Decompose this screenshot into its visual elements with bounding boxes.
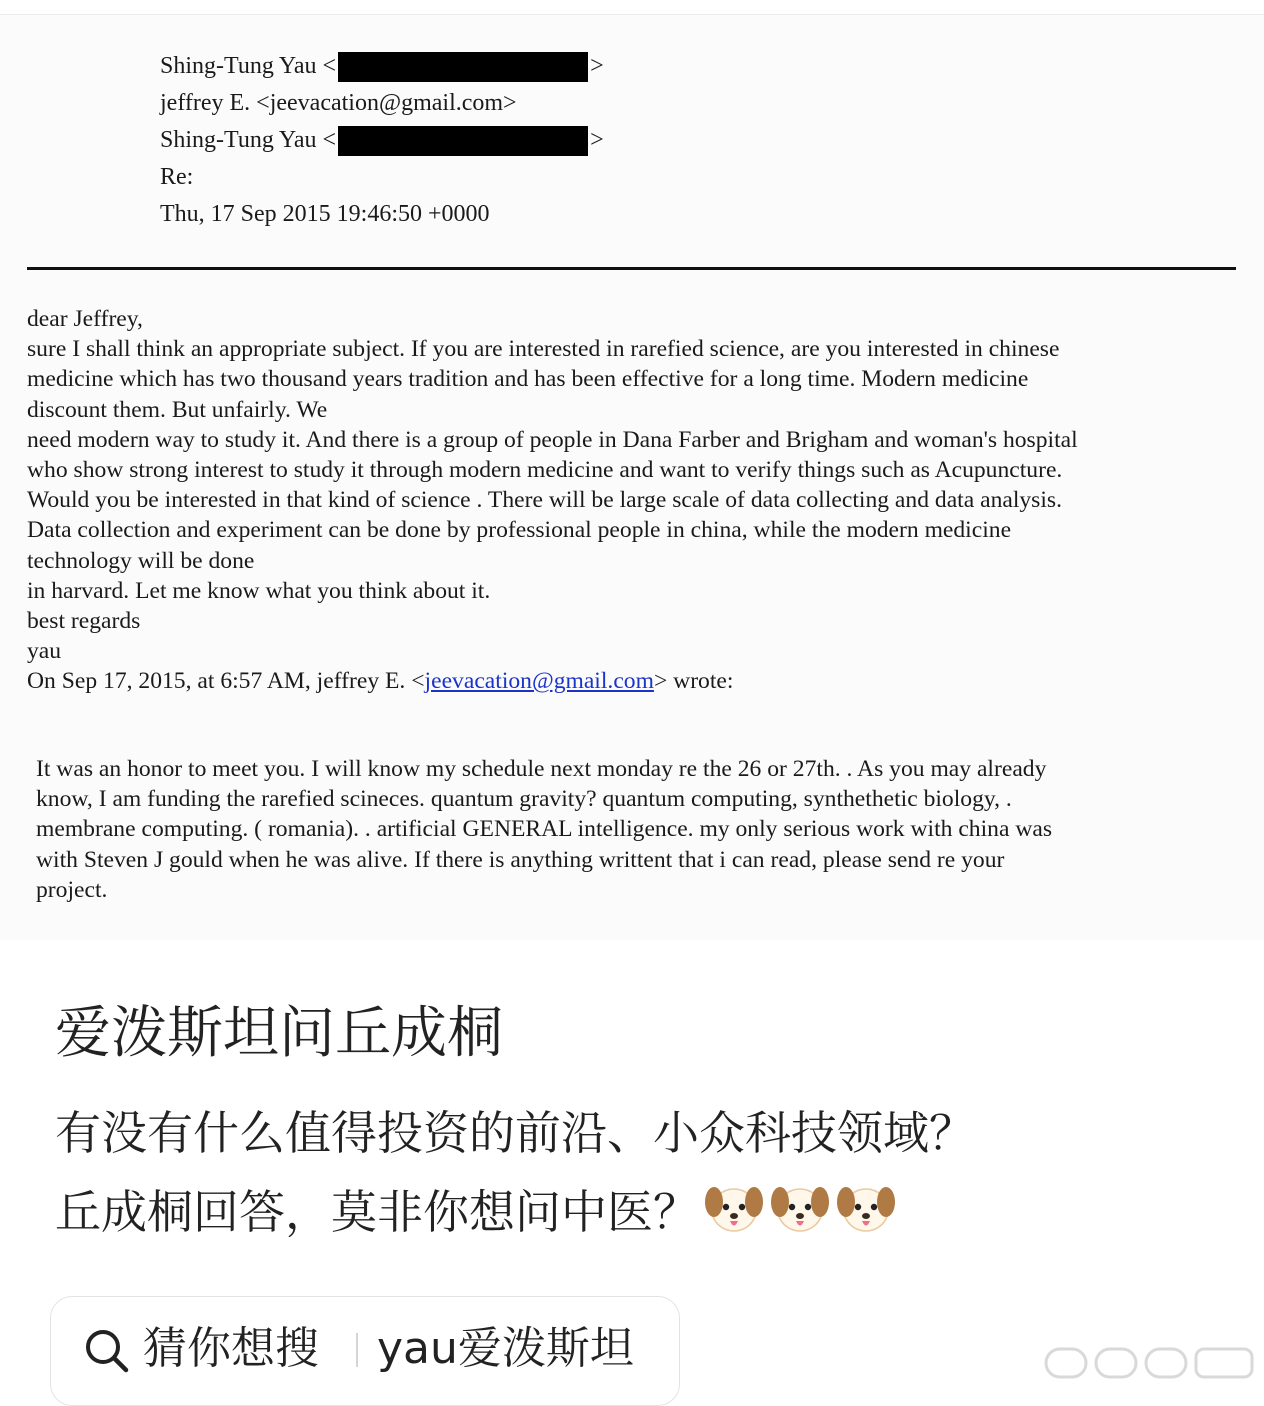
quoted-line: membrane computing. ( romania). . artificial GENERAL intelligence. my only serious work with china was [36,816,1053,843]
body-line: Would you be interested in that kind of science . There will be large scale of data collecting and data analysis. [27,487,1063,514]
dog-face-icon [703,1180,765,1236]
search-suggestion-box[interactable] [50,1296,680,1406]
body-line: medicine which has two thousand years tradition and has been effective for a long time. Modern medicine [27,366,1029,393]
quoted-line: with Steven J gould when he was alive. If there is anything writtent that i can read, please send re your [36,846,1005,873]
body-line: sure I shall think an appropriate subject. If you are interested in rarefied science, are you interested in chinese [27,336,1060,363]
dog-face-icon [835,1180,897,1236]
email-body [27,304,1242,696]
email-screenshot [0,15,1264,940]
email-link[interactable]: jeevacation@gmail.com [424,668,654,695]
post-title: 爱泼斯坦问丘成桐 [55,1001,503,1066]
to-value: jeffrey E. <jeevacation@gmail.com> [160,90,517,116]
body-line: best regards [27,607,141,634]
date-value: Thu, 17 Sep 2015 19:46:50 +0000 [160,201,490,227]
reply-intro: On Sep 17, 2015, at 6:57 AM, jeffrey E. <jeevacation@gmail.com> wrote: [27,668,734,695]
quoted-line: know, I am funding the rarefied scineces. quantum gravity? quantum computing, synthethetic biology, . [36,786,1012,813]
quoted-line: It was an honor to meet you. I will know my schedule next monday re the 26 or 27th. . As you may already [36,756,1047,782]
quoted-message [36,754,1246,905]
quoted-line: project. [36,876,108,903]
post-text-line-1: 有没有什么值得投资的前沿、小众科技领域？ [55,1106,975,1160]
body-line: Data collection and experiment can be done by professional people in china, while the modern medicine [27,517,1012,544]
body-line: who show strong interest to study it through modern medicine and want to verify things such as Acupuncture. [27,456,1063,483]
body-line: dear Jeffrey, [27,306,143,332]
post-text-line-2 [55,1180,897,1244]
dog-face-icon [769,1180,831,1236]
watermark-logo [1040,1345,1260,1381]
search-separator [356,1333,358,1367]
subject-value: Re: [160,164,194,190]
cc-value: Shing-Tung Yau < > [160,123,604,157]
redaction-bar [338,126,588,156]
body-line: in harvard. Let me know what you think about it. [27,577,491,604]
from-value: Shing-Tung Yau < > [160,49,604,83]
redaction-bar [338,52,588,82]
body-line: discount them. But unfairly. We [27,396,328,423]
body-line: technology will be done [27,547,255,574]
post-text-line-2-label: 丘成桐回答，莫非你想问中医？ [55,1185,699,1239]
search-suggestion-query[interactable]: yau爱泼斯坦 [377,1323,634,1374]
search-icon [83,1327,131,1375]
search-guess-label: 猜你想搜 [143,1323,319,1374]
body-line: need modern way to study it. And there is a group of people in Dana Farber and Brigham and woman's hospital [27,426,1078,453]
header-divider [27,267,1236,270]
body-line: yau [27,638,62,665]
